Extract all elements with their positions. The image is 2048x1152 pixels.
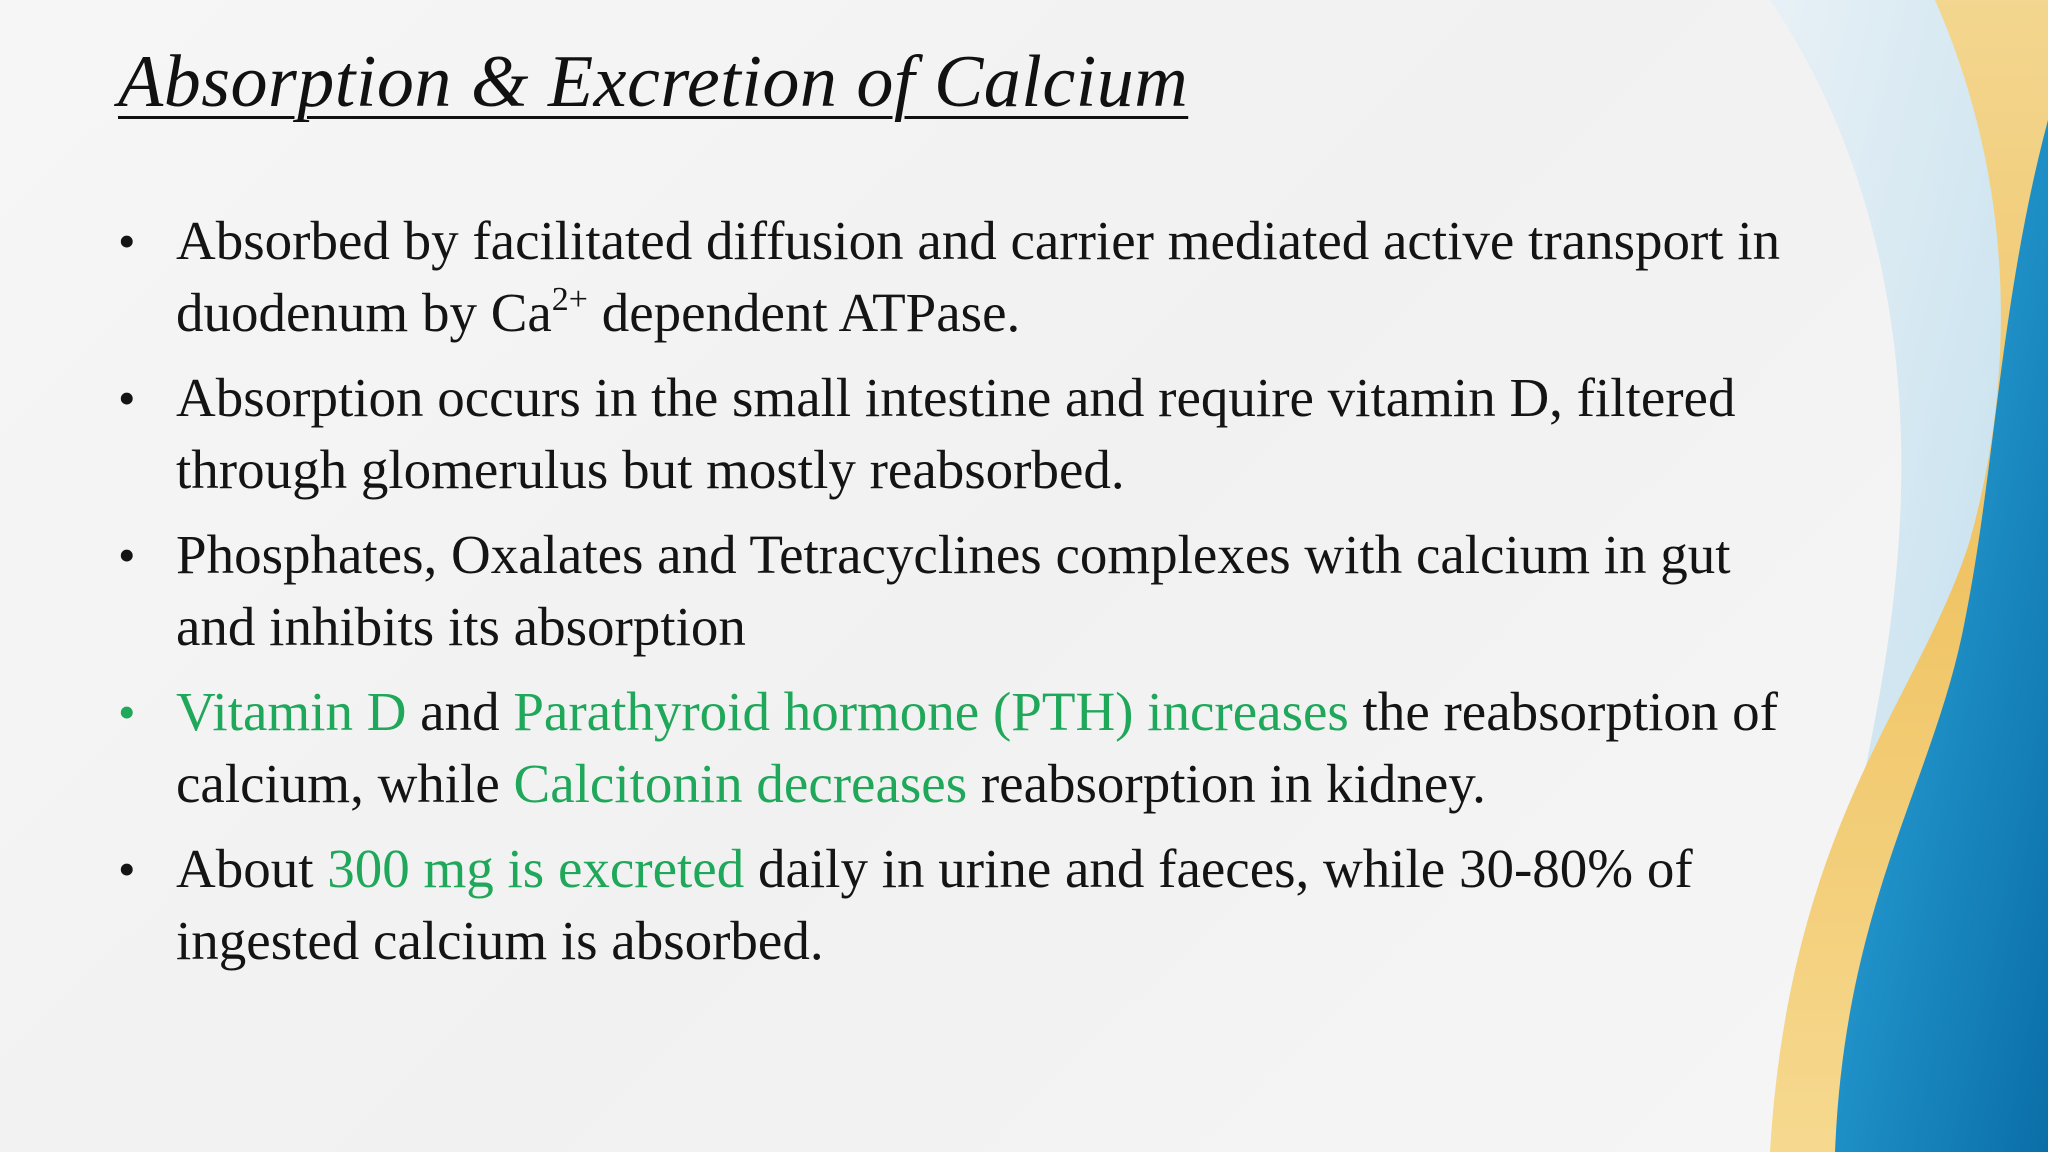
bullet-text: Phosphates, Oxalates and Tetracyclines complexes with calcium in gut (176, 524, 1731, 585)
bullet-text: calcium, while (176, 753, 514, 814)
superscript-charge: 2+ (551, 281, 588, 318)
bullet-dot: • (118, 527, 136, 583)
bullet-text: reabsorption in kidney. (967, 753, 1486, 814)
bullet-item-300mg-excreted (118, 833, 1938, 977)
bullet-text: and inhibits its absorption (176, 596, 746, 657)
bullet-item-absorption-small-intestine (118, 362, 1938, 506)
bullet-text: ingested calcium is absorbed. (176, 910, 824, 971)
bullet-text: dependent ATPase. (587, 282, 1021, 343)
bullet-dot: • (118, 213, 136, 269)
highlight-text: 300 mg is excreted (327, 838, 745, 899)
bullet-text: Absorption occurs in the small intestine and require vitamin D, filtered (176, 367, 1736, 428)
highlight-text: Parathyroid hormone (PTH) increases (513, 681, 1349, 742)
bullet-dot: • (118, 684, 136, 740)
bullet-dot: • (118, 370, 136, 426)
bullet-text: About (176, 838, 328, 899)
bullet-dot: • (118, 841, 136, 897)
bullet-list (118, 205, 1938, 990)
bullet-text: daily in urine and faeces, while 30-80% of (744, 838, 1693, 899)
bullet-text: and (406, 681, 514, 742)
bullet-text: duodenum by Ca (176, 282, 552, 343)
bullet-item-vitamin-d-pth (118, 676, 1938, 820)
highlight-text: Calcitonin decreases (513, 753, 968, 814)
bullet-item-phosphates-oxalates (118, 519, 1938, 663)
highlight-text: Vitamin D (176, 681, 407, 742)
slide-title: Absorption & Excretion of Calcium (118, 41, 1189, 123)
bullet-text: through glomerulus but mostly reabsorbed. (176, 439, 1125, 500)
bullet-text: Absorbed by facilitated diffusion and carrier mediated active transport in (176, 210, 1781, 271)
bullet-item-absorbed-by-facilitated-diffusion (118, 205, 1938, 349)
bullet-text: the reabsorption of (1348, 681, 1778, 742)
